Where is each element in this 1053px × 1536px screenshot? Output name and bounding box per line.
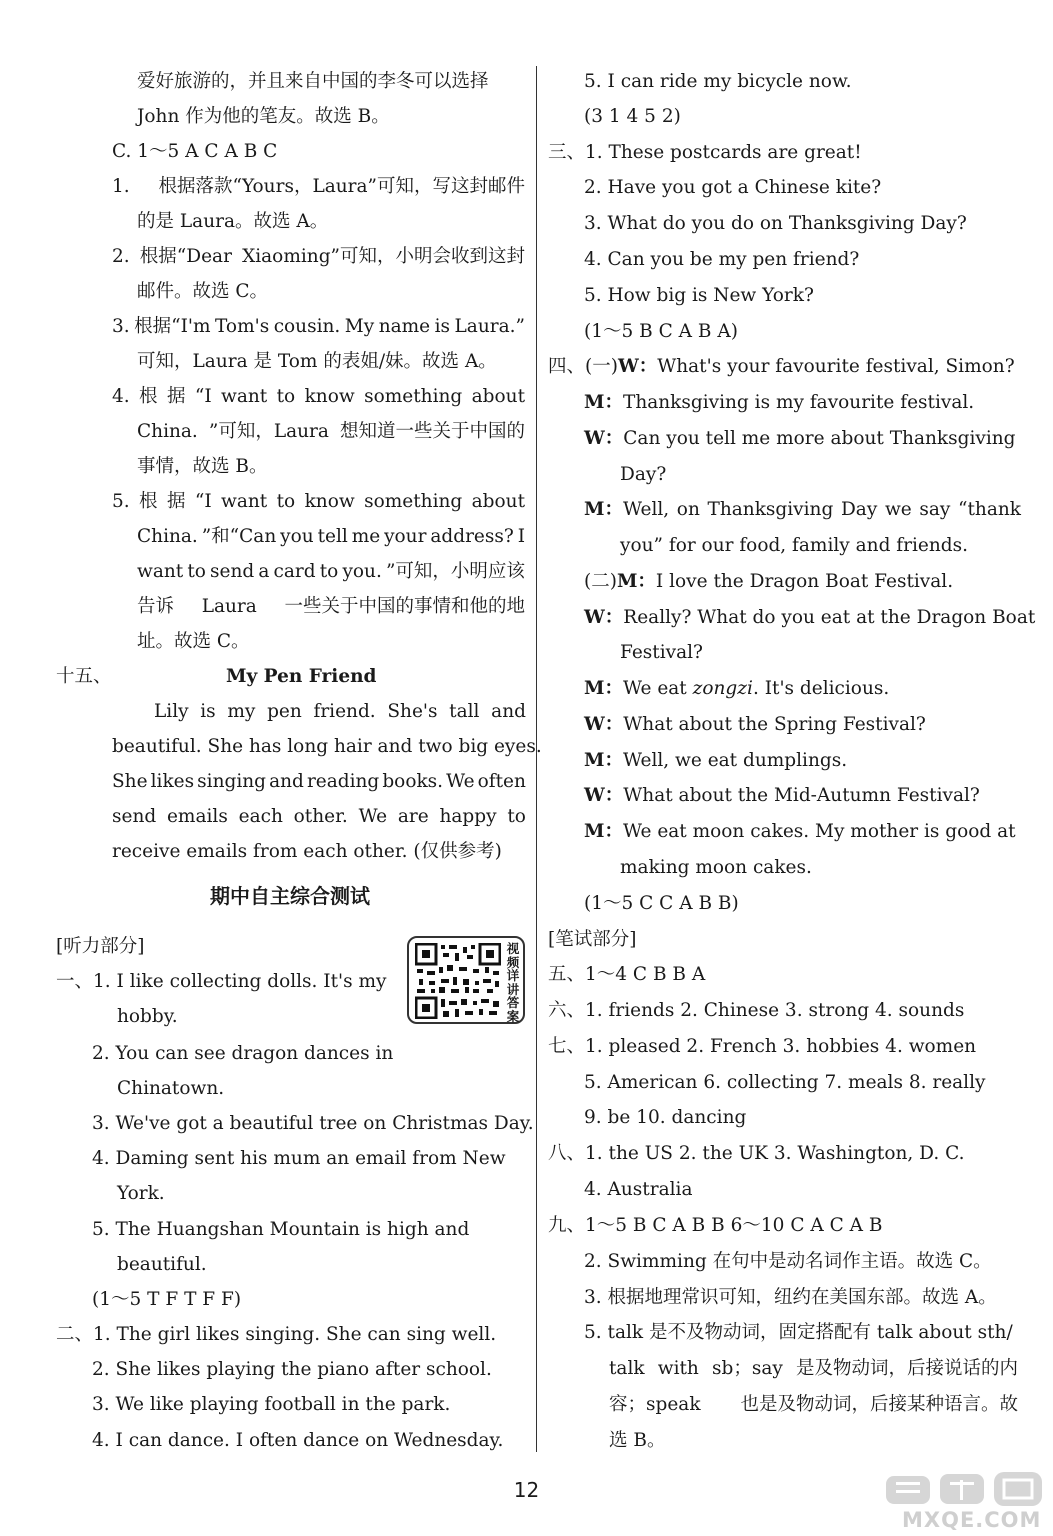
dialogue-line xyxy=(584,820,1016,844)
text-line: China. ”可知，Laura 想知道一些关于中国的 xyxy=(137,421,525,442)
explanation-line: talk with sb；say 是及物动词，后接说话的内 xyxy=(609,1358,1018,1379)
explanation-line: 2. Swimming 在句中是动名词作主语。故选 C。 xyxy=(584,1251,992,1272)
dialogue-text: Well, we eat dumplings. xyxy=(622,750,848,771)
text-line: 告诉 Laura 一些关于中国的事情和他的地 xyxy=(137,596,525,617)
answer-line: (3 1 4 5 2) xyxy=(584,106,681,127)
answer-line: 六、1. friends 2. Chinese 3. strong 4. sounds xyxy=(548,1000,965,1021)
dialogue-line xyxy=(584,606,1035,630)
answer-line: 5. American 6. collecting 7. meals 8. really xyxy=(584,1072,986,1093)
listening-line: 3. We've got a beautiful tree on Christmas Day. xyxy=(92,1113,534,1134)
text-line: 的是 Laura。故选 A。 xyxy=(137,211,329,232)
dialogue-line xyxy=(584,677,889,701)
dialogue-text: Can you tell me more about Thanksgiving xyxy=(623,428,1016,449)
dialogue-text: . It's delicious. xyxy=(752,678,890,699)
dialogue-text: I love the Dragon Boat Festival. xyxy=(655,571,954,592)
dialogue-line: you” for our food, family and friends. xyxy=(620,535,968,556)
qr-code[interactable] xyxy=(407,936,525,1024)
dialogue-line: Festival? xyxy=(620,642,703,663)
answer-line: (1～5 T F T F F) xyxy=(92,1289,242,1310)
page-number: 12 xyxy=(513,1478,540,1502)
listening-line: 5. I can ride my bicycle now. xyxy=(584,71,852,92)
text-line: 爱好旅游的，并且来自中国的李冬可以选择 xyxy=(137,71,489,92)
dialogue-line xyxy=(584,427,1016,451)
text-line: 1. 根据落款“Yours，Laura”可知，写这封邮件 xyxy=(112,176,525,197)
dialogue-text: We eat xyxy=(622,678,693,699)
text-line: want to send a card to you. ”可知，小明应该 xyxy=(137,561,525,582)
text-line: 可知，Laura 是 Tom 的表姐/妹。故选 A。 xyxy=(137,351,497,372)
speaker-label: W： xyxy=(584,428,624,449)
watermark xyxy=(878,1470,1048,1532)
dialogue-line xyxy=(584,391,974,415)
answer-line: (1～5 B C A B A) xyxy=(584,321,738,342)
dialogue-line xyxy=(584,570,953,594)
text-line: 事情，故选 B。 xyxy=(137,456,268,477)
explanation-line: 5. talk 是不及物动词，固定搭配有 talk about sth/ xyxy=(584,1322,1013,1343)
essay-title: My Pen Friend xyxy=(226,666,377,687)
essay-line: receive emails from each other. (仅供参考) xyxy=(112,841,502,862)
qr-code-icon xyxy=(415,943,501,1019)
text-line: 址。故选 C。 xyxy=(137,631,250,652)
listening-line: 2. Have you got a Chinese kite? xyxy=(584,177,882,198)
speaker-label: W： xyxy=(584,785,624,806)
speaker-label: W： xyxy=(584,607,624,628)
text-line: 2. 根据“Dear Xiaoming”可知，小明会收到这封 xyxy=(112,246,525,267)
speaker-label: M： xyxy=(616,571,656,592)
speaker-label: M： xyxy=(584,678,623,699)
text-line: 4. 根 据 “I want to know something about xyxy=(112,386,525,407)
dialogue-line xyxy=(584,749,847,773)
section-label: (二) xyxy=(584,571,617,592)
dialogue-text-italic: zongzi xyxy=(692,678,753,699)
essay-line: Lily is my pen friend. She's tall and xyxy=(154,701,526,722)
dialogue-text: Really? What do you eat at the Dragon Boat xyxy=(623,607,1036,628)
speaker-label: W： xyxy=(584,714,624,735)
listening-line: 3. What do you do on Thanksgiving Day? xyxy=(584,213,967,234)
text-line: John 作为他的笔友。故选 B。 xyxy=(137,106,390,127)
listening-line: beautiful. xyxy=(117,1254,207,1275)
listening-line: 一、1. I like collecting dolls. It's my xyxy=(56,971,387,992)
section-header: [笔试部分] xyxy=(548,929,637,950)
dialogue-line xyxy=(584,784,980,808)
explanation-line: 选 B。 xyxy=(609,1430,666,1451)
speaker-label: M： xyxy=(584,392,623,413)
text-line: 3. 根据“I'm Tom's cousin. My name is Laura.” xyxy=(112,316,525,337)
dialogue-text: What about the Mid-Autumn Festival? xyxy=(623,785,980,806)
text-line: 5. 根 据 “I want to know something about xyxy=(112,491,525,512)
listening-line: 4. I can dance. I often dance on Wednesday. xyxy=(92,1430,504,1451)
listening-line: 2. She likes playing the piano after school. xyxy=(92,1359,492,1380)
answer-line: 4. Australia xyxy=(584,1179,693,1200)
dialogue-text: What's your favourite festival, Simon? xyxy=(657,356,1015,377)
listening-line: York. xyxy=(117,1183,165,1204)
answer-line: C. 1～5 A C A B C xyxy=(112,141,278,162)
listening-line: 5. How big is New York? xyxy=(584,285,814,306)
listening-line: hobby. xyxy=(117,1006,178,1027)
dialogue-line: Day? xyxy=(620,464,667,485)
dialogue-line: making moon cakes. xyxy=(620,857,812,878)
dialogue-line xyxy=(584,498,1021,522)
dialogue-text: What about the Spring Festival? xyxy=(623,714,926,735)
section-label: 十五、 xyxy=(56,666,112,687)
listening-line: Chinatown. xyxy=(117,1078,225,1099)
test-title: 期中自主综合测试 xyxy=(210,884,370,908)
explanation-line: 3. 根据地理常识可知，纽约在美国东部。故选 A。 xyxy=(584,1287,997,1308)
answer-line: 八、1. the US 2. the UK 3. Washington, D. C. xyxy=(548,1143,965,1164)
listening-line: 三、1. These postcards are great! xyxy=(548,142,862,163)
speaker-label: M： xyxy=(584,499,623,520)
dialogue-line xyxy=(584,713,926,737)
listening-line: 2. You can see dragon dances in xyxy=(92,1043,394,1064)
text-line: 邮件。故选 C。 xyxy=(137,281,269,302)
answer-line: 9. be 10. dancing xyxy=(584,1107,747,1128)
listening-line: 5. The Huangshan Mountain is high and xyxy=(92,1219,470,1240)
text-line: China. ”和“Can you tell me your address? I xyxy=(137,526,525,547)
listening-line: 4. Daming sent his mum an email from New xyxy=(92,1148,506,1169)
column-divider xyxy=(536,66,537,1452)
section-header: [听力部分] xyxy=(56,936,145,957)
answer-line: 五、1～4 C B B A xyxy=(548,964,706,985)
section-label: 四、(一) xyxy=(548,356,618,377)
dialogue-line xyxy=(548,355,1015,379)
speaker-label: W： xyxy=(617,356,658,377)
dialogue-text: Well, on Thanksgiving Day we say “thank xyxy=(622,499,1021,520)
essay-line: send emails each other. We are happy to xyxy=(112,806,526,827)
explanation-line: 容；speak 也是及物动词，后接某种语言。故 xyxy=(609,1394,1018,1415)
answer-line: 七、1. pleased 2. French 3. hobbies 4. women xyxy=(548,1036,977,1057)
dialogue-text: Thanksgiving is my favourite festival. xyxy=(622,392,975,413)
listening-line: 4. Can you be my pen friend? xyxy=(584,249,860,270)
watermark-url: MXQE.COM xyxy=(902,1508,1042,1532)
dialogue-text: We eat moon cakes. My mother is good at xyxy=(622,821,1016,842)
listening-line: 3. We like playing football in the park. xyxy=(92,1394,451,1415)
answer-line: 九、1～5 B C A B B 6～10 C A C A B xyxy=(548,1215,883,1236)
speaker-label: M： xyxy=(584,821,623,842)
watermark-logo-icon xyxy=(878,1470,1048,1508)
essay-line: beautiful. She has long hair and two big eyes. xyxy=(112,736,542,757)
qr-caption: 视频详讲答案 xyxy=(506,941,520,1024)
answer-line: (1～5 C C A B B) xyxy=(584,893,739,914)
listening-line: 二、1. The girl likes singing. She can sing well. xyxy=(56,1324,497,1345)
speaker-label: M： xyxy=(584,750,623,771)
essay-line: She likes singing and reading books. We often xyxy=(112,771,526,792)
